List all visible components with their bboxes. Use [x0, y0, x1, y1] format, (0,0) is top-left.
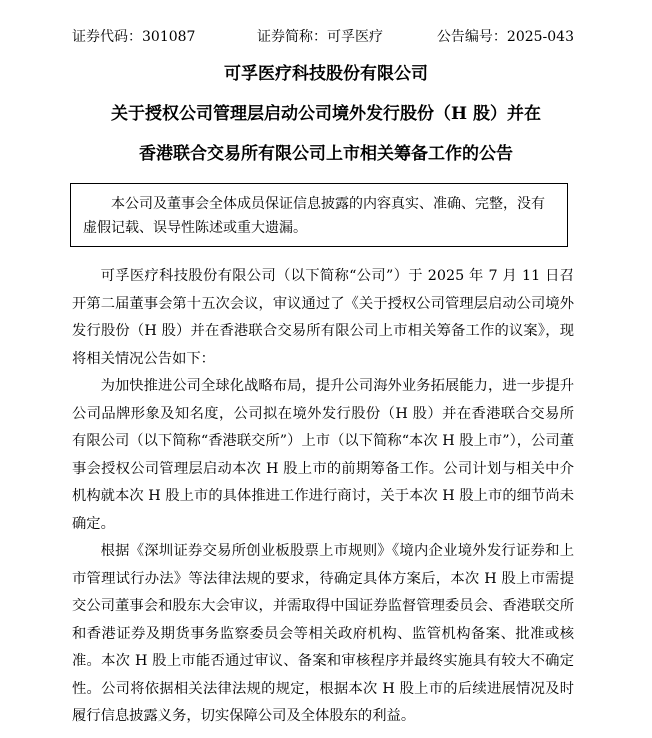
announcement-body: [72, 263, 574, 731]
body-paragraph-1: 可孚医疗科技股份有限公司（以下简称“公司”）于 2025 年 7 月 11 日召开第二届董事会第十五次会议，审议通过了《关于授权公司管理层启动公司境外发行股份（H 股）并在香港联合交易所有限公司上市相关筹备工作的议案》，现将相关情况公告如下：: [72, 268, 574, 367]
stock-name: 证券简称：可孚医疗: [257, 29, 383, 45]
company-name-title: 可孚医疗科技股份有限公司: [224, 64, 428, 84]
announcement-title-line-2: 香港联合交易所有限公司上市相关筹备工作的公告: [139, 144, 513, 164]
announcement-title-line-1: 关于授权公司管理层启动公司境外发行股份（H 股）并在: [111, 104, 541, 124]
body-paragraph-2: 为加快推进公司全球化战略布局，提升公司海外业务拓展能力，进一步提升公司品牌形象及知名度，公司拟在境外发行股份（H 股）并在香港联合交易所有限公司（以下简称“香港联交所”）上市（以下简称“本次 H 股上市”），公司董事会授权公司管理层启动本次 H 股上市的前期筹备工作。公司计划与相关中介机构就本次 H 股上市的具体推进工作进行商讨，关于本次 H 股上市的细节尚未确定。: [72, 378, 574, 532]
disclosure-statement-box: 本公司及董事会全体成员保证信息披露的内容真实、准确、完整，没有虚假记载、误导性陈述或重大遗漏。: [70, 183, 568, 247]
announcement-number: 公告编号：2025-043: [436, 29, 574, 45]
stock-code: 证券代码：301087: [72, 29, 196, 45]
document-header: [72, 26, 574, 48]
body-paragraph-3: 根据《深圳证券交易所创业板股票上市规则》《境内企业境外发行证券和上市管理试行办法》等法律法规的要求，待确定具体方案后，本次 H 股上市需提交公司董事会和股东大会审议，并需取得中国证券监督管理委员会、香港联交所和香港证券及期货事务监察委员会等相关政府机构、监管机构备案、批准或核准。本次 H 股上市能否通过审议、备案和审核程序并最终实施具有较大不确定性。公司将依据相关法律法规的规定，根据本次 H 股上市的后续进展情况及时履行信息披露义务，切实保障公司及全体股东的利益。: [72, 543, 574, 724]
